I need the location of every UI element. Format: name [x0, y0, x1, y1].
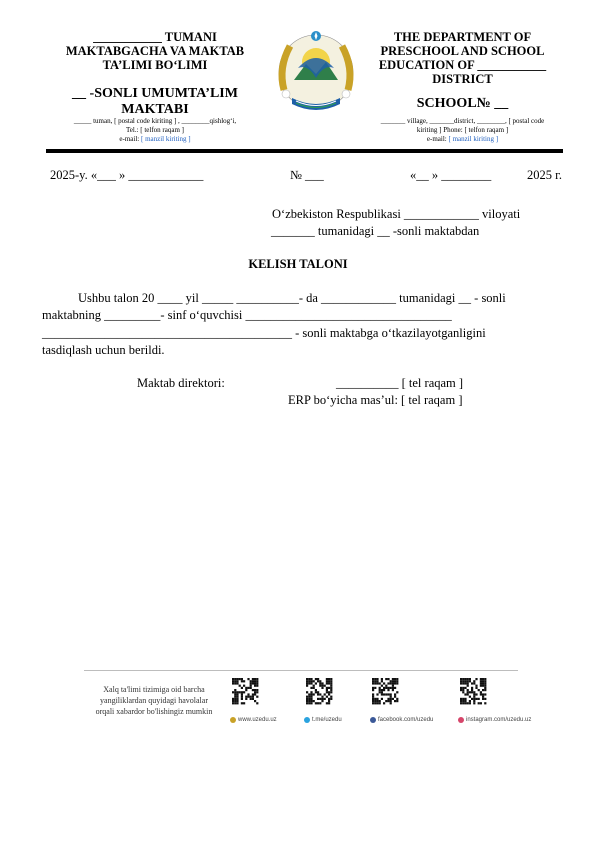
date-right: «__ » ________ — [410, 168, 492, 182]
header-divider — [46, 149, 563, 153]
footer-link-telegram[interactable]: t.me/uzedu — [304, 676, 342, 723]
footer-link-facebook[interactable]: facebook.com/uzedu — [370, 676, 433, 723]
header-left-contacts — [40, 117, 270, 144]
header-right-address: _______ village, _______district, ________, [ postal code — [380, 117, 545, 125]
header-left-email: e-mail: [ manzil kiriting ] — [119, 135, 191, 143]
footer-link-instagram[interactable]: instagram.com/uzedu.uz — [458, 676, 531, 723]
header-left-line1: ___________ TUMANI — [93, 30, 217, 44]
footer-link-website[interactable]: www.uzedu.uz — [230, 676, 277, 723]
header-right-line4: DISTRICT — [432, 72, 493, 86]
header-left-email-link[interactable]: [ manzil kiriting ] — [141, 135, 191, 143]
footer-note — [84, 684, 224, 717]
instagram-icon — [458, 717, 464, 723]
facebook-icon — [370, 717, 376, 723]
header-right-school: SCHOOL№ __ — [416, 96, 509, 111]
document-title: KELISH TALONI — [248, 257, 348, 271]
footer-divider — [84, 670, 518, 671]
qr-code-icon — [370, 676, 400, 712]
header-left-tel: Tel.: [ telfon raqam ] — [125, 126, 184, 134]
header-right-line1: THE DEPARTMENT OF — [393, 30, 532, 44]
date-left: 2025-y. «___ » ____________ — [50, 168, 204, 182]
header-right-line3: EDUCATION OF ___________ — [378, 58, 547, 72]
qr-code-icon — [230, 676, 260, 712]
header-right-email-link[interactable]: [ manzil kiriting ] — [448, 135, 499, 143]
director-label: Maktab direktori: — [137, 376, 225, 390]
recipient-line1: O‘zbekiston Respublikasi ____________ viloyati — [272, 207, 521, 221]
header-right-line2: PRESCHOOL AND SCHOOL — [380, 44, 545, 58]
globe-icon — [230, 717, 236, 723]
header-right-email: e-mail: [ manzil kiriting ] — [426, 135, 499, 143]
recipient-line2: _______ tumanidagi __ -sonli maktabdan — [271, 224, 480, 238]
erp-responsible: ERP bo‘yicha mas’ul: [ tel raqam ] — [288, 393, 463, 407]
document-number: № ___ — [290, 168, 324, 182]
footer-note-line3: orqali xabardor bo'lishingiz mumkin — [95, 707, 213, 716]
header-left-line2: MAKTABGACHA VA MAKTAB — [65, 44, 245, 58]
body-line3: ________________________________________ - sonli maktabga o‘tkazilayotganligini — [42, 326, 486, 340]
qr-code-icon — [458, 676, 488, 712]
header-left — [40, 30, 270, 117]
body-line1: Ushbu talon 20 ____ yil _____ __________- da ____________ tumanidagi __ - sonli — [78, 291, 506, 305]
telegram-icon — [304, 717, 310, 723]
header-left-school: __ -SONLI UMUMTA’LIM — [72, 86, 238, 101]
header-right-phone: kiriting ] Phone: [ telfon raqam ] — [416, 126, 509, 134]
footer-note-line1: Xalq ta'limi tizimiga oid barcha — [103, 685, 205, 694]
header-left-address: _____ tuman, [ postal code kiriting ] , ________qishlog‘i, — [73, 117, 237, 125]
footer-note-line2: yangiliklardan quyidagi havolalar — [100, 696, 208, 705]
qr-code-icon — [304, 676, 334, 712]
date-year: 2025 г. — [527, 168, 562, 182]
body-line4: tasdiqlash uchun berildi. — [42, 343, 165, 357]
header-left-school2: MAKTABI — [121, 102, 189, 117]
state-emblem-icon — [274, 28, 358, 114]
header-right-contacts — [360, 117, 565, 144]
director-value: __________ [ tel raqam ] — [336, 376, 464, 390]
body-line2: maktabning _________- sinf o‘quvchisi _________________________________ — [42, 308, 452, 322]
header-right — [360, 30, 565, 112]
header-left-line3: TA’LIMI BO‘LIMI — [102, 58, 208, 72]
